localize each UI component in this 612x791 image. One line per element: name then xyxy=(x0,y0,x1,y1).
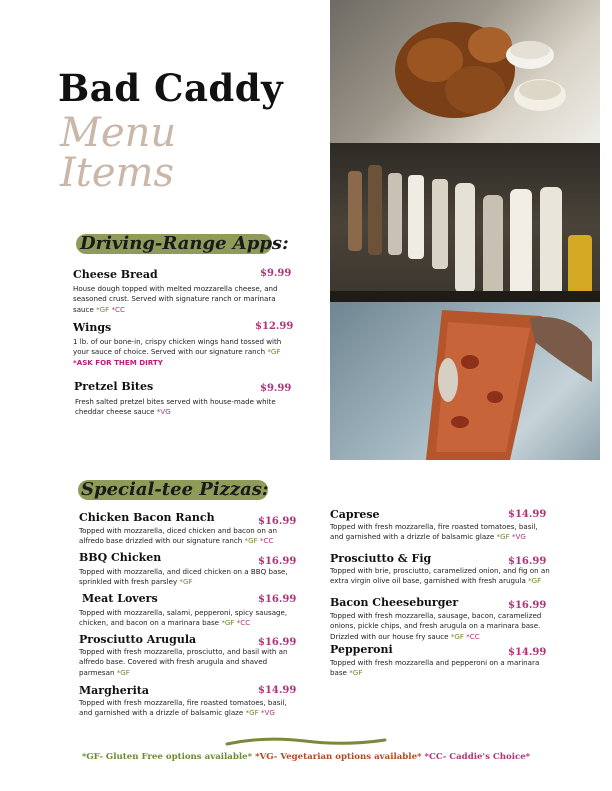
tag-gf: *GF xyxy=(349,668,363,678)
menu-item-desc xyxy=(79,526,301,547)
tag-gf: *GF xyxy=(116,667,130,677)
menu-item-name: Cheese Bread xyxy=(73,268,158,281)
tag-cc: *CC xyxy=(236,618,251,628)
menu-item-desc xyxy=(79,647,301,678)
menu-item-desc xyxy=(73,284,293,315)
photo-wings xyxy=(330,0,600,148)
menu-item-name: Chicken Bacon Ranch xyxy=(79,511,215,524)
tag-gf: *GF xyxy=(244,536,258,546)
desc-text: Topped with mozzarella, and diced chicken on a BBQ base, sprinkled with fresh parsley xyxy=(79,567,288,587)
menu-item-name: Prosciutto & Fig xyxy=(330,552,432,565)
menu-item-price: $16.99 xyxy=(508,556,547,567)
tag-vg: *VG xyxy=(511,532,526,542)
menu-item-price: $12.99 xyxy=(255,321,294,332)
photo-beer-taps xyxy=(330,143,600,305)
menu-item-price: $14.99 xyxy=(258,685,297,696)
menu-item-name: BBQ Chicken xyxy=(79,551,162,564)
tag-gf: *GF xyxy=(496,532,510,542)
tag-gf: *GF xyxy=(179,577,193,587)
footer-legend xyxy=(0,752,612,762)
tag-vg: *VG xyxy=(156,407,171,417)
desc-text: House dough topped with melted mozzarella cheese, and seasoned crust. Served with signature ranch or marinara sauce xyxy=(73,284,278,314)
item-note: *ASK FOR THEM DIRTY xyxy=(73,357,163,367)
menu-item-desc xyxy=(79,698,301,719)
legend-vg: *VG- Vegetarian options available* xyxy=(255,752,422,762)
menu-item-price: $16.99 xyxy=(258,594,297,605)
menu-item-price: $14.99 xyxy=(508,647,547,658)
menu-item-name: Prosciutto Arugula xyxy=(79,633,197,646)
tag-gf: *GF xyxy=(528,576,542,586)
menu-item-name: Bacon Cheeseburger xyxy=(330,596,459,609)
menu-item-name: Wings xyxy=(73,321,112,334)
taps-illustration xyxy=(330,143,600,305)
desc-text: Topped with fresh mozzarella, sausage, bacon, caramelized onions, pickle chips, and fresh arugula on a marinara base. Drizzled with our house fry sauce xyxy=(330,611,542,641)
menu-item-desc xyxy=(75,397,295,418)
tag-gf: *GF xyxy=(267,347,281,357)
photo-pizza xyxy=(330,302,600,460)
wings-illustration xyxy=(330,0,600,148)
desc-text: Topped with brie, prosciutto, caramelized onion, and fig on an extra virgin olive oil base, garnished with fresh arugula xyxy=(330,566,550,586)
desc-text: 1 lb. of our bone-in, crispy chicken wings hand tossed with your sauce of choice. Served with our signature ranch xyxy=(73,337,282,357)
menu-script-word: Menu xyxy=(60,110,177,156)
tag-vg: *VG xyxy=(260,708,275,718)
section-heading-pizzas: Special-tee Pizzas: xyxy=(81,479,269,500)
menu-item-price: $9.99 xyxy=(260,268,292,279)
desc-text: Topped with mozzarella, salami, pepperoni, spicy sausage, chicken, and bacon on a marinara base xyxy=(79,608,288,628)
desc-text: Topped with fresh mozzarella, prosciutto, and basil with an alfredo base. Covered with fresh arugula and shaved parmesan xyxy=(79,647,288,677)
menu-item-desc xyxy=(330,566,552,587)
decorative-squiggle xyxy=(225,736,387,748)
menu-item-price: $16.99 xyxy=(508,600,547,611)
tag-gf: *GF xyxy=(221,618,235,628)
section-heading-apps: Driving-Range Apps: xyxy=(80,233,289,254)
desc-text: Topped with mozzarella, diced chicken and bacon on an alfredo base drizzled with our signature ranch xyxy=(79,526,277,546)
menu-item-name: Caprese xyxy=(330,508,380,521)
menu-item-price: $16.99 xyxy=(258,637,297,648)
desc-text: Topped with fresh mozzarella and pepperoni on a marinara base xyxy=(330,658,540,678)
tag-gf: *GF xyxy=(96,304,110,314)
tag-gf: *GF xyxy=(450,631,464,641)
menu-item-desc xyxy=(330,611,552,642)
menu-item-price: $16.99 xyxy=(258,556,297,567)
pizza-illustration xyxy=(330,302,600,460)
menu-item-name: Meat Lovers xyxy=(82,592,158,605)
desc-text: Topped with fresh mozzarella, fire roasted tomatoes, basil, and garnished with a drizzle of balsamic glaze xyxy=(79,698,287,718)
menu-item-price: $16.99 xyxy=(258,516,297,527)
menu-item-name: Pepperoni xyxy=(330,643,393,656)
menu-item-desc xyxy=(79,567,301,588)
menu-item-desc xyxy=(330,658,552,679)
tag-cc: *CC xyxy=(466,631,480,641)
items-script-word: Items xyxy=(60,150,175,196)
desc-text: Topped with fresh mozzarella, fire roasted tomatoes, basil, and garnished with a drizzle of balsamic glaze xyxy=(330,522,538,542)
menu-item-price: $14.99 xyxy=(508,509,547,520)
menu-item-price: $9.99 xyxy=(260,383,292,394)
tag-cc: *CC xyxy=(111,304,125,314)
menu-item-desc xyxy=(73,337,295,368)
legend-gf: *GF- Gluten Free options available* xyxy=(81,752,253,762)
menu-item-name: Margherita xyxy=(79,684,149,697)
menu-item-name: Pretzel Bites xyxy=(74,380,154,393)
tag-cc: *CC xyxy=(259,536,274,546)
menu-item-desc xyxy=(330,522,552,543)
page-title: Bad Caddy xyxy=(58,66,284,110)
menu-item-desc xyxy=(79,608,301,629)
desc-text: Fresh salted pretzel bites served with house-made white cheddar cheese sauce xyxy=(75,397,276,417)
tag-gf: *GF xyxy=(245,708,259,718)
legend-cc: *CC- Caddie's Choice* xyxy=(424,752,531,762)
